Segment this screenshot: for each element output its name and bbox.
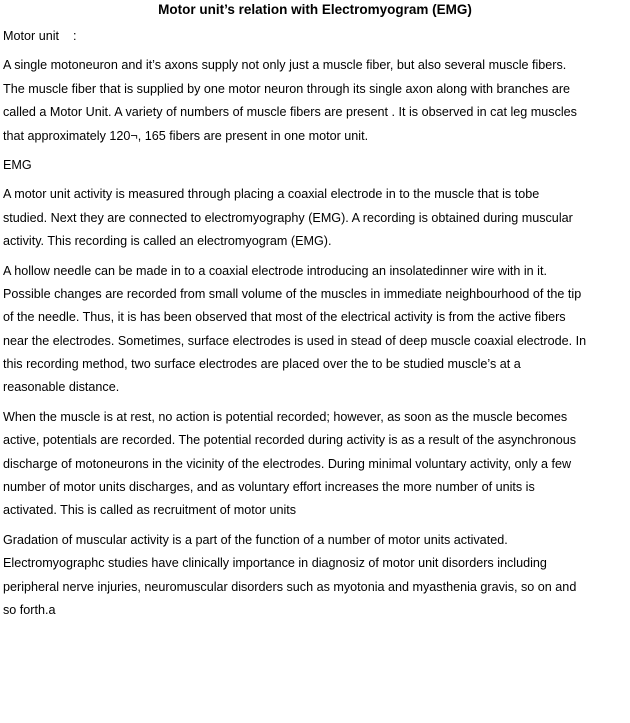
text-line: called a Motor Unit. A variety of numbers of muscle fibers are present . It is observed in cat leg muscles: [3, 105, 577, 120]
text-line: so forth.a: [3, 602, 56, 617]
text-line: activity. This recording is called an electromyogram (EMG).: [3, 234, 332, 249]
text-line: of the needle. Thus, it is has been observed that most of the electrical activity is from the active fibers: [3, 310, 566, 325]
paragraph: [3, 183, 627, 253]
paragraph: [3, 25, 627, 48]
text-line: active, potentials are recorded. The potential recorded during activity is as a result of the asynchronous: [3, 433, 577, 448]
paragraph: [3, 154, 627, 177]
text-line: Possible changes are recorded from small volume of the muscles in immediate neighbourhood of the tip: [3, 286, 582, 301]
text-line: activated. This is called as recruitment of motor units: [3, 503, 297, 518]
text-line: near the electrodes. Sometimes, surface electrodes is used in stead of deep muscle coaxial electrode. In: [3, 333, 587, 348]
section-heading: Motor unit :: [3, 29, 77, 43]
paragraph: [3, 260, 627, 400]
paragraph: [3, 54, 627, 148]
section-heading: EMG: [3, 157, 32, 172]
text-line: Gradation of muscular activity is a part of the function of a number of motor units activated.: [3, 532, 508, 547]
text-line: that approximately 120¬, 165 fibers are present in one motor unit.: [3, 128, 369, 143]
text-line: this recording method, two surface electrodes are placed over the to be studied muscle’s at a: [3, 357, 521, 372]
text-line: studied. Next they are connected to electromyography (EMG). A recording is obtained during muscular: [3, 210, 573, 225]
text-line: discharge of motoneurons in the vicinity of the electrodes. During minimal voluntary activity, only a few: [3, 456, 572, 471]
text-line: A single motoneuron and it’s axons supply not only just a muscle fiber, but also several muscle fibers.: [3, 58, 567, 73]
text-line: A hollow needle can be made in to a coaxial electrode introducing an insolatedinner wire with in it.: [3, 263, 547, 278]
text-line: reasonable distance.: [3, 380, 120, 395]
text-line: Electromyographc studies have clinically importance in diagnosiz of motor unit disorders including: [3, 556, 547, 571]
document-body: [3, 19, 627, 622]
paragraph: [3, 406, 627, 523]
text-line: The muscle fiber that is supplied by one motor neuron through its single axon along with branches are: [3, 81, 571, 96]
paragraph: [3, 529, 627, 623]
text-line: When the muscle is at rest, no action is potential recorded; however, as soon as the muscle becomes: [3, 409, 568, 424]
text-line: A motor unit activity is measured through placing a coaxial electrode in to the muscle that is tobe: [3, 187, 540, 202]
document-title: Motor unit’s relation with Electromyogram (EMG): [158, 2, 472, 17]
text-line: peripheral nerve injuries, neuromuscular disorders such as myotonia and myasthenia gravis, so on and: [3, 579, 577, 594]
text-line: number of motor units discharges, and as voluntary effort increases the more number of units is: [3, 480, 535, 495]
